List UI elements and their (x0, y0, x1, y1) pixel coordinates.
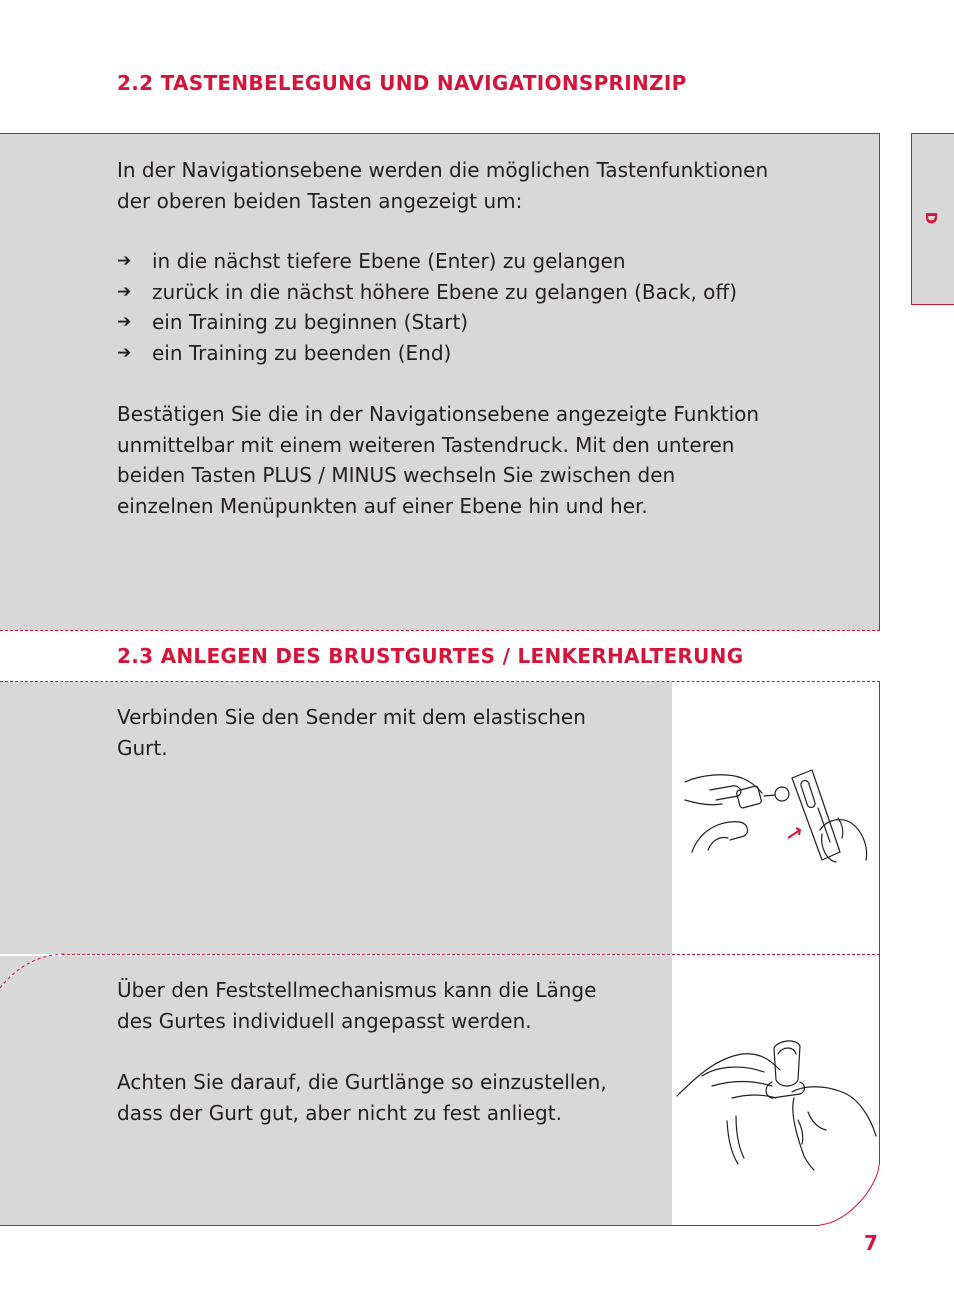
confirm-line: unmittelbar mit einem weiteren Tastendruck. Mit den unteren (117, 432, 735, 457)
arrow-right-icon: ➔ (117, 342, 132, 363)
step-line: Über den Feststellmechanismus kann die Länge (117, 978, 597, 1002)
list-item-text: zurück in die nächst höhere Ebene zu gelangen (Back, off) (152, 279, 737, 304)
language-tab-label: D (922, 211, 941, 225)
arrow-right-icon: ➔ (117, 251, 132, 271)
strap-adjust-illustration (672, 1036, 882, 1171)
step-fit-text (117, 1067, 657, 1128)
step-line: dass der Gurt gut, aber nicht zu fest anliegt. (117, 1100, 562, 1125)
intro-line: In der Navigationsebene werden die möglichen Tastenfunktionen (117, 158, 769, 182)
list-item-text: ein Training zu beginnen (Start) (152, 310, 469, 335)
intro-line: der oberen beiden Tasten angezeigt um: (117, 188, 523, 213)
confirm-line: beiden Tasten PLUS / MINUS wechseln Sie zwischen den (117, 463, 676, 488)
confirm-line: Bestätigen Sie die in der Navigationsebene angezeigte Funktion (117, 402, 760, 426)
confirm-line: einzelnen Menüpunkten auf einer Ebene hin und her. (117, 493, 648, 518)
arrow-right-icon: ➔ (117, 312, 132, 333)
section-heading-2-2: 2.2 TASTENBELEGUNG UND NAVIGATIONSPRINZIP (117, 71, 687, 95)
page-number: 7 (864, 1231, 878, 1255)
step-line: Gurt. (117, 735, 168, 760)
list-item-text: ein Training zu beenden (End) (152, 340, 452, 365)
list-item-text: in die nächst tiefere Ebene (Enter) zu gelangen (152, 249, 626, 273)
step-adjust-text (117, 975, 657, 1036)
transmitter-attach-illustration (680, 760, 875, 870)
step-line: Verbinden Sie den Sender mit dem elastischen (117, 705, 586, 729)
arrow-right-icon: ➔ (117, 281, 132, 302)
step-line: des Gurtes individuell angepasst werden. (117, 1008, 532, 1033)
step-line: Achten Sie darauf, die Gurtlänge so einzustellen, (117, 1070, 607, 1094)
step-connect-text (117, 702, 657, 763)
section-heading-2-3: 2.3 ANLEGEN DES BRUSTGURTES / LENKERHALTERUNG (117, 644, 744, 668)
